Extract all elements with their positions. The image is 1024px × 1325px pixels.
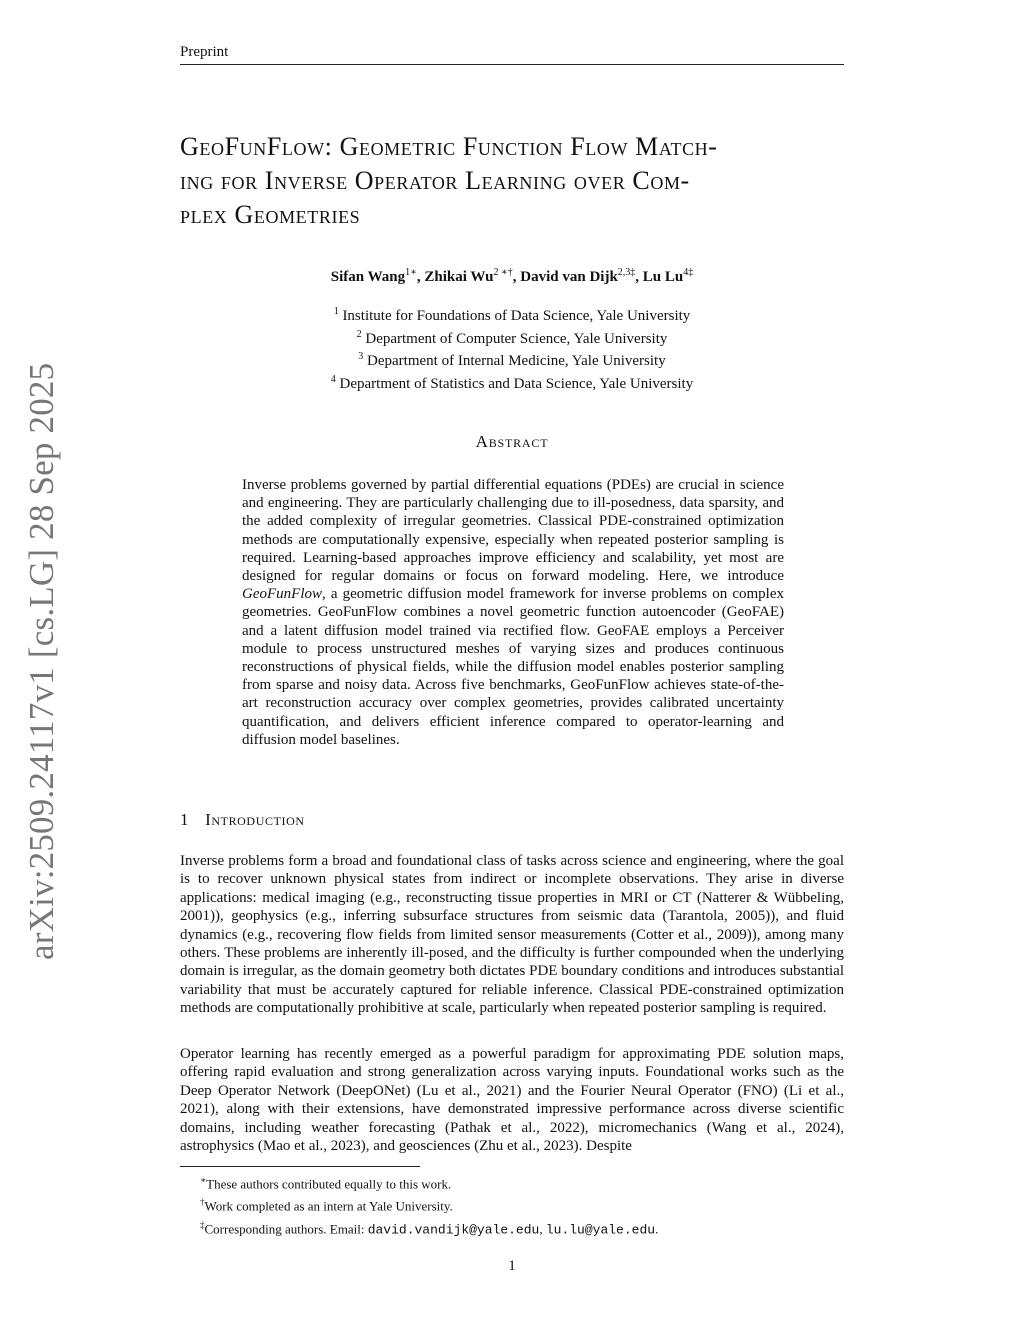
body-paragraph: Operator learning has recently emerged as a powerful paradigm for approximating PDE solution maps, offering rapid evaluation and strong generalization across varying inputs. Foundational works such as the Deep Operator Network (DeepONet) (Lu et al., 2021) and the Fourier Neural Operator (FNO) (Li et al., 2021), along with their extensions, have demonstrated impressive performance across diverse scientific domains, including weather forecasting (Pathak et al., 2022), micromechanics (Wang et al., 2024), astrophysics (Mao et al., 2023), and geosciences (Zhu et al., 2023). Despite <box>180 1046 844 1155</box>
author-mark: 2,3‡ <box>617 267 636 278</box>
author-mark: 1∗ <box>405 267 417 278</box>
author-mark: 4‡ <box>683 267 694 278</box>
title-line: GeoFunFlow: Geometric Function Flow Match- <box>180 132 718 161</box>
footnote-mark: ‡ <box>200 1219 205 1230</box>
affiliation <box>180 348 844 371</box>
running-title: Preprint <box>180 44 229 60</box>
footnote-separator: , <box>539 1220 546 1236</box>
abstract-heading: Abstract <box>475 432 549 451</box>
title-line: ing for Inverse Operator Learning over Com- <box>180 166 690 195</box>
abstract-text <box>242 476 784 749</box>
affiliation <box>180 371 844 394</box>
body-paragraph: Inverse problems form a broad and foundational class of tasks across science and engineering, where the goal is to recover unknown physical states from indirect or incomplete observations. They arise in diverse applications: medical imaging (e.g., reconstructing tissue properties in MRI or CT (Natterer & Wübbeling, 2001)), geophysics (e.g., inferring subsurface structures from seismic data (Tarantola, 2005)), and fluid dynamics (e.g., recovering flow fields from limited sensor measurements (Cotter et al., 2009)), among many others. These problems are inherently ill-posed, and the difficulty is further compounded when the underlying domain is irregular, as the domain geometry both dictates PDE boundary conditions and introduces substantial variability that must be accurately captured for reliable inference. Classical PDE-constrained optimization methods are computationally prohibitive at scale, particularly when repeated posterior sampling is required. <box>180 853 844 1017</box>
footnote-mark: ∗ <box>200 1175 207 1185</box>
affiliation <box>180 303 844 326</box>
email-link[interactable]: lu.lu@yale.edu <box>545 1221 656 1237</box>
title-line: plex Geometries <box>180 200 361 229</box>
arxiv-sidebar-stamp: arXiv:2509.24117v1 [cs.LG] 28 Sep 2025 <box>22 362 61 960</box>
author-name: Sifan Wang <box>330 269 406 285</box>
author-list <box>180 267 844 286</box>
author-separator: , <box>512 269 521 285</box>
footnote-rule <box>180 1166 420 1167</box>
footnote <box>200 1216 844 1239</box>
running-header <box>180 44 844 65</box>
affiliation-number: 2 <box>356 328 362 340</box>
footnote <box>200 1193 844 1215</box>
section-title: Introduction <box>205 810 305 829</box>
author-separator: , <box>416 269 425 285</box>
page-number: 1 <box>508 1258 516 1274</box>
affiliation-text: Department of Internal Medicine, Yale University <box>367 353 666 369</box>
affiliation-number: 3 <box>358 351 364 362</box>
author-name: David van Dijk <box>520 269 618 285</box>
author-name: Lu Lu <box>642 269 684 285</box>
affiliation-number: 4 <box>330 373 336 385</box>
footnote-end: . <box>655 1220 659 1236</box>
footnote-mark: † <box>200 1197 205 1208</box>
affiliation-text: Institute for Foundations of Data Science, Yale University <box>342 308 691 324</box>
author-name: Zhikai Wu <box>424 269 494 285</box>
abstract-text-part: Inverse problems governed by partial differential equations (PDEs) are crucial in science and engineering. They are particularly challenging due to ill-posedness, data sparsity, and the added complexity of irregular geometries. Classical PDE-constrained optimization methods are computationally expensive, especially when repeated posterior sampling is required. Learning-based approaches improve efficiency and scalability, yet most are designed for regular domains or focus on forward modeling. Here, we introduce <box>242 477 784 585</box>
footnotes <box>200 1171 844 1239</box>
section-heading <box>180 810 305 830</box>
paper-title <box>180 130 848 232</box>
email-link[interactable]: david.vandijk@yale.edu <box>367 1221 540 1237</box>
footnote-text: Work completed as an intern at Yale University. <box>204 1198 453 1214</box>
footnote-text: These authors contributed equally to this work. <box>206 1176 452 1192</box>
abstract-text-part: , a geometric diffusion model framework for inverse problems on complex geometries. GeoFunFlow combines a novel geometric function autoencoder (GeoFAE) and a latent diffusion model trained via rectified flow. GeoFAE employs a Perceiver module to process unstructured meshes of varying sizes and produces continuous reconstructions of physical fields, while the diffusion model enables posterior sampling from sparse and noisy data. Across five benchmarks, GeoFunFlow achieves state-of-the-art reconstruction accuracy over complex geometries, provides calibrated uncertainty quantification, and delivers efficient inference compared to operator-learning and diffusion model baselines. <box>242 586 784 748</box>
author-separator: , <box>635 269 643 285</box>
affiliation-number: 1 <box>333 306 339 317</box>
footnote <box>200 1171 844 1193</box>
affiliation <box>180 326 844 349</box>
affiliation-text: Department of Computer Science, Yale University <box>365 330 668 347</box>
abstract-emphasis: GeoFunFlow <box>242 586 322 603</box>
affiliation-list <box>180 303 844 393</box>
author-mark: 2 ∗† <box>493 267 513 278</box>
section-number: 1 <box>180 810 190 829</box>
affiliation-text: Department of Statistics and Data Science, Yale University <box>339 375 694 392</box>
footnote-text: Corresponding authors. Email: <box>204 1220 368 1236</box>
